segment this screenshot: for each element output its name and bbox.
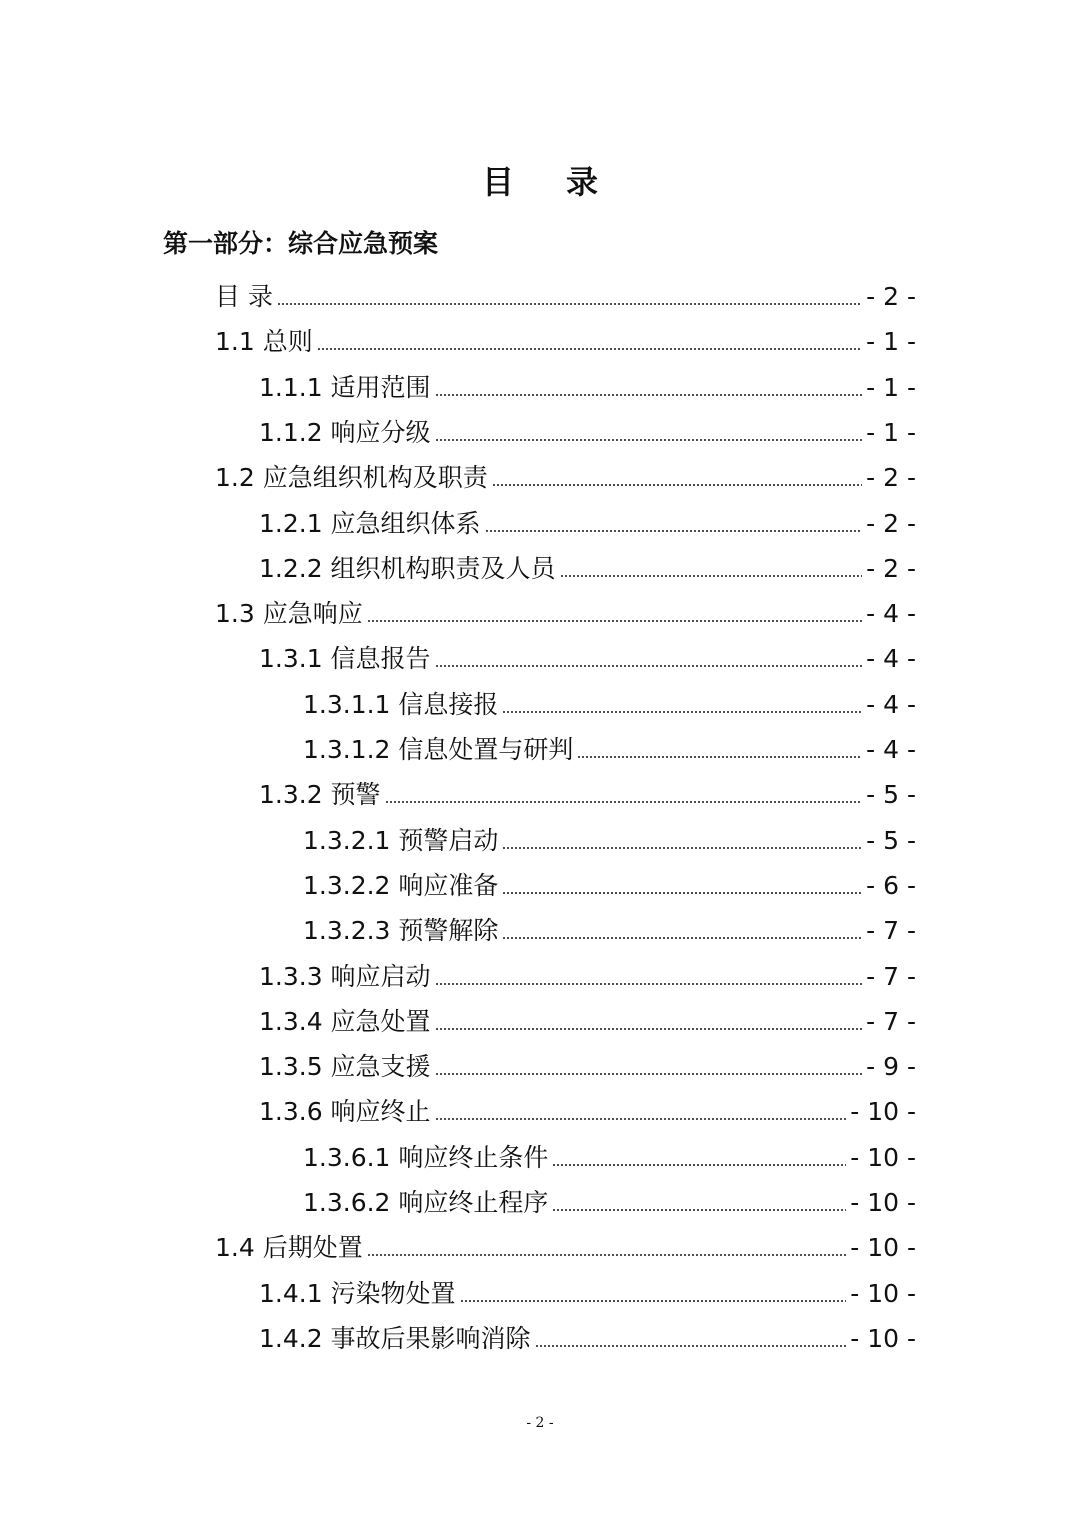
toc-entry-label: 1.3.2.3 预警解除 [303,916,499,946]
toc-entry-label: 1.1.1 适用范围 [259,372,431,402]
toc-entry[interactable] [303,864,916,908]
toc-entry[interactable] [259,1317,916,1361]
toc-entry-label: 1.3.5 应急支援 [259,1052,431,1082]
toc-dot-leader [385,801,863,803]
toc-entry-page-number: - 1 - [866,327,916,357]
toc-entry-label: 1.3.1 信息报告 [259,644,431,674]
toc-entry-label: 1.3 应急响应 [215,599,363,629]
toc-entry-page-number: - 1 - [866,372,916,402]
toc-dot-leader [535,1345,847,1347]
toc-dot-leader [435,983,863,985]
toc-entry-page-number: - 9 - [866,1052,916,1082]
toc-entry-page-number: - 7 - [866,1006,916,1036]
toc-entry-label: 1.2.2 组织机构职责及人员 [259,553,556,583]
toc-dot-leader [435,665,863,667]
toc-entry-label: 1.3.2 预警 [259,780,381,810]
toc-entry[interactable] [259,1272,916,1316]
toc-entry[interactable] [215,320,916,364]
toc-entry[interactable] [215,456,916,500]
toc-dot-leader [502,892,862,894]
toc-entry-page-number: - 7 - [866,961,916,991]
toc-entry-page-number: - 10 - [850,1097,916,1127]
toc-dot-leader [560,575,863,577]
toc-dot-leader [277,303,862,305]
toc-entry[interactable] [215,275,916,319]
toc-entry-label: 1.3.1.2 信息处置与研判 [303,735,574,764]
toc-entry-label: 1.3.2.2 响应准备 [303,870,499,900]
toc-dot-leader [502,711,862,713]
toc-entry[interactable] [259,1090,916,1134]
toc-entry[interactable] [259,502,916,546]
title-char-2: 录 [566,163,599,201]
toc-entry-page-number: - 10 - [850,1233,916,1263]
toc-entry-label: 1.3.6.2 响应终止程序 [303,1188,549,1217]
toc-entry[interactable] [215,1226,916,1270]
toc-dot-leader [502,937,862,939]
toc-entry[interactable] [303,819,916,863]
toc-entry[interactable] [259,1045,916,1089]
toc-entry[interactable] [303,1136,916,1180]
toc-dot-leader [485,530,863,532]
toc-entry-page-number: - 2 - [866,463,916,493]
toc-entry-page-number: - 10 - [850,1142,916,1172]
toc-entry-label: 1.3.2.1 预警启动 [303,825,499,855]
toc-dot-leader [435,1073,863,1075]
toc-entry-label: 1.1.2 响应分级 [259,417,431,447]
part-heading: 第一部分：综合应急预案 [163,229,439,258]
toc-entry-page-number: - 2 - [866,282,916,311]
toc-entry-label: 1.3.4 应急处置 [259,1006,431,1036]
toc-dot-leader [552,1209,846,1211]
toc-entry[interactable] [303,683,916,727]
toc-dot-leader [367,620,862,622]
toc-dot-leader [577,756,862,758]
toc-dot-leader [502,847,862,849]
title-char-1: 目 [481,163,514,201]
toc-entry-page-number: - 4 - [866,644,916,674]
toc-entry-page-number: - 5 - [866,780,916,810]
toc-entry[interactable] [259,637,916,681]
page-title [0,160,1080,204]
toc-dot-leader [492,484,862,486]
toc-entry[interactable] [259,366,916,410]
toc-entry[interactable] [259,547,916,591]
toc-dot-leader [435,439,863,441]
toc-entry[interactable] [259,411,916,455]
toc-entry-page-number: - 5 - [866,825,916,855]
toc-entry-page-number: - 1 - [866,417,916,447]
toc-entry[interactable] [259,773,916,817]
toc-entry-label: 1.4.1 污染物处置 [259,1278,456,1308]
toc-entry-page-number: - 4 - [866,735,916,764]
toc-entry-label: 1.1 总则 [215,327,313,357]
toc-entry-page-number: - 6 - [866,870,916,900]
page-number-footer: - 2 - [526,1415,554,1431]
toc-entry[interactable] [303,728,916,772]
toc-entry-page-number: - 4 - [866,599,916,629]
toc-dot-leader [435,1028,863,1030]
toc-entry-label: 1.3.3 响应启动 [259,961,431,991]
toc-entry-page-number: - 2 - [866,553,916,583]
toc-entry-label: 1.4 后期处置 [215,1233,363,1263]
toc-entry-label: 1.4.2 事故后果影响消除 [259,1323,531,1353]
toc-entry-page-number: - 2 - [866,508,916,538]
toc-entry[interactable] [303,909,916,953]
toc-entry-label: 1.3.1.1 信息接报 [303,689,499,719]
toc-entry[interactable] [259,1000,916,1044]
toc-dot-leader [435,394,863,396]
toc-dot-leader [552,1164,846,1166]
toc-entry-page-number: - 4 - [866,689,916,719]
toc-entry-label: 1.2.1 应急组织体系 [259,508,481,538]
toc-entry-label: 1.2 应急组织机构及职责 [215,463,488,493]
toc-entry-page-number: - 10 - [850,1323,916,1353]
toc-dot-leader [367,1254,847,1256]
toc-entry[interactable] [259,955,916,999]
toc-entry-page-number: - 7 - [866,916,916,946]
toc-entry-label: 目 录 [215,282,273,311]
toc-entry[interactable] [303,1181,916,1225]
toc-entry-label: 1.3.6.1 响应终止条件 [303,1142,549,1172]
toc-entry-page-number: - 10 - [850,1278,916,1308]
toc-entry-label: 1.3.6 响应终止 [259,1097,431,1127]
toc-dot-leader [460,1300,847,1302]
toc-entry[interactable] [215,592,916,636]
toc-dot-leader [317,348,862,350]
toc-entry-page-number: - 10 - [850,1188,916,1217]
toc-dot-leader [435,1118,847,1120]
